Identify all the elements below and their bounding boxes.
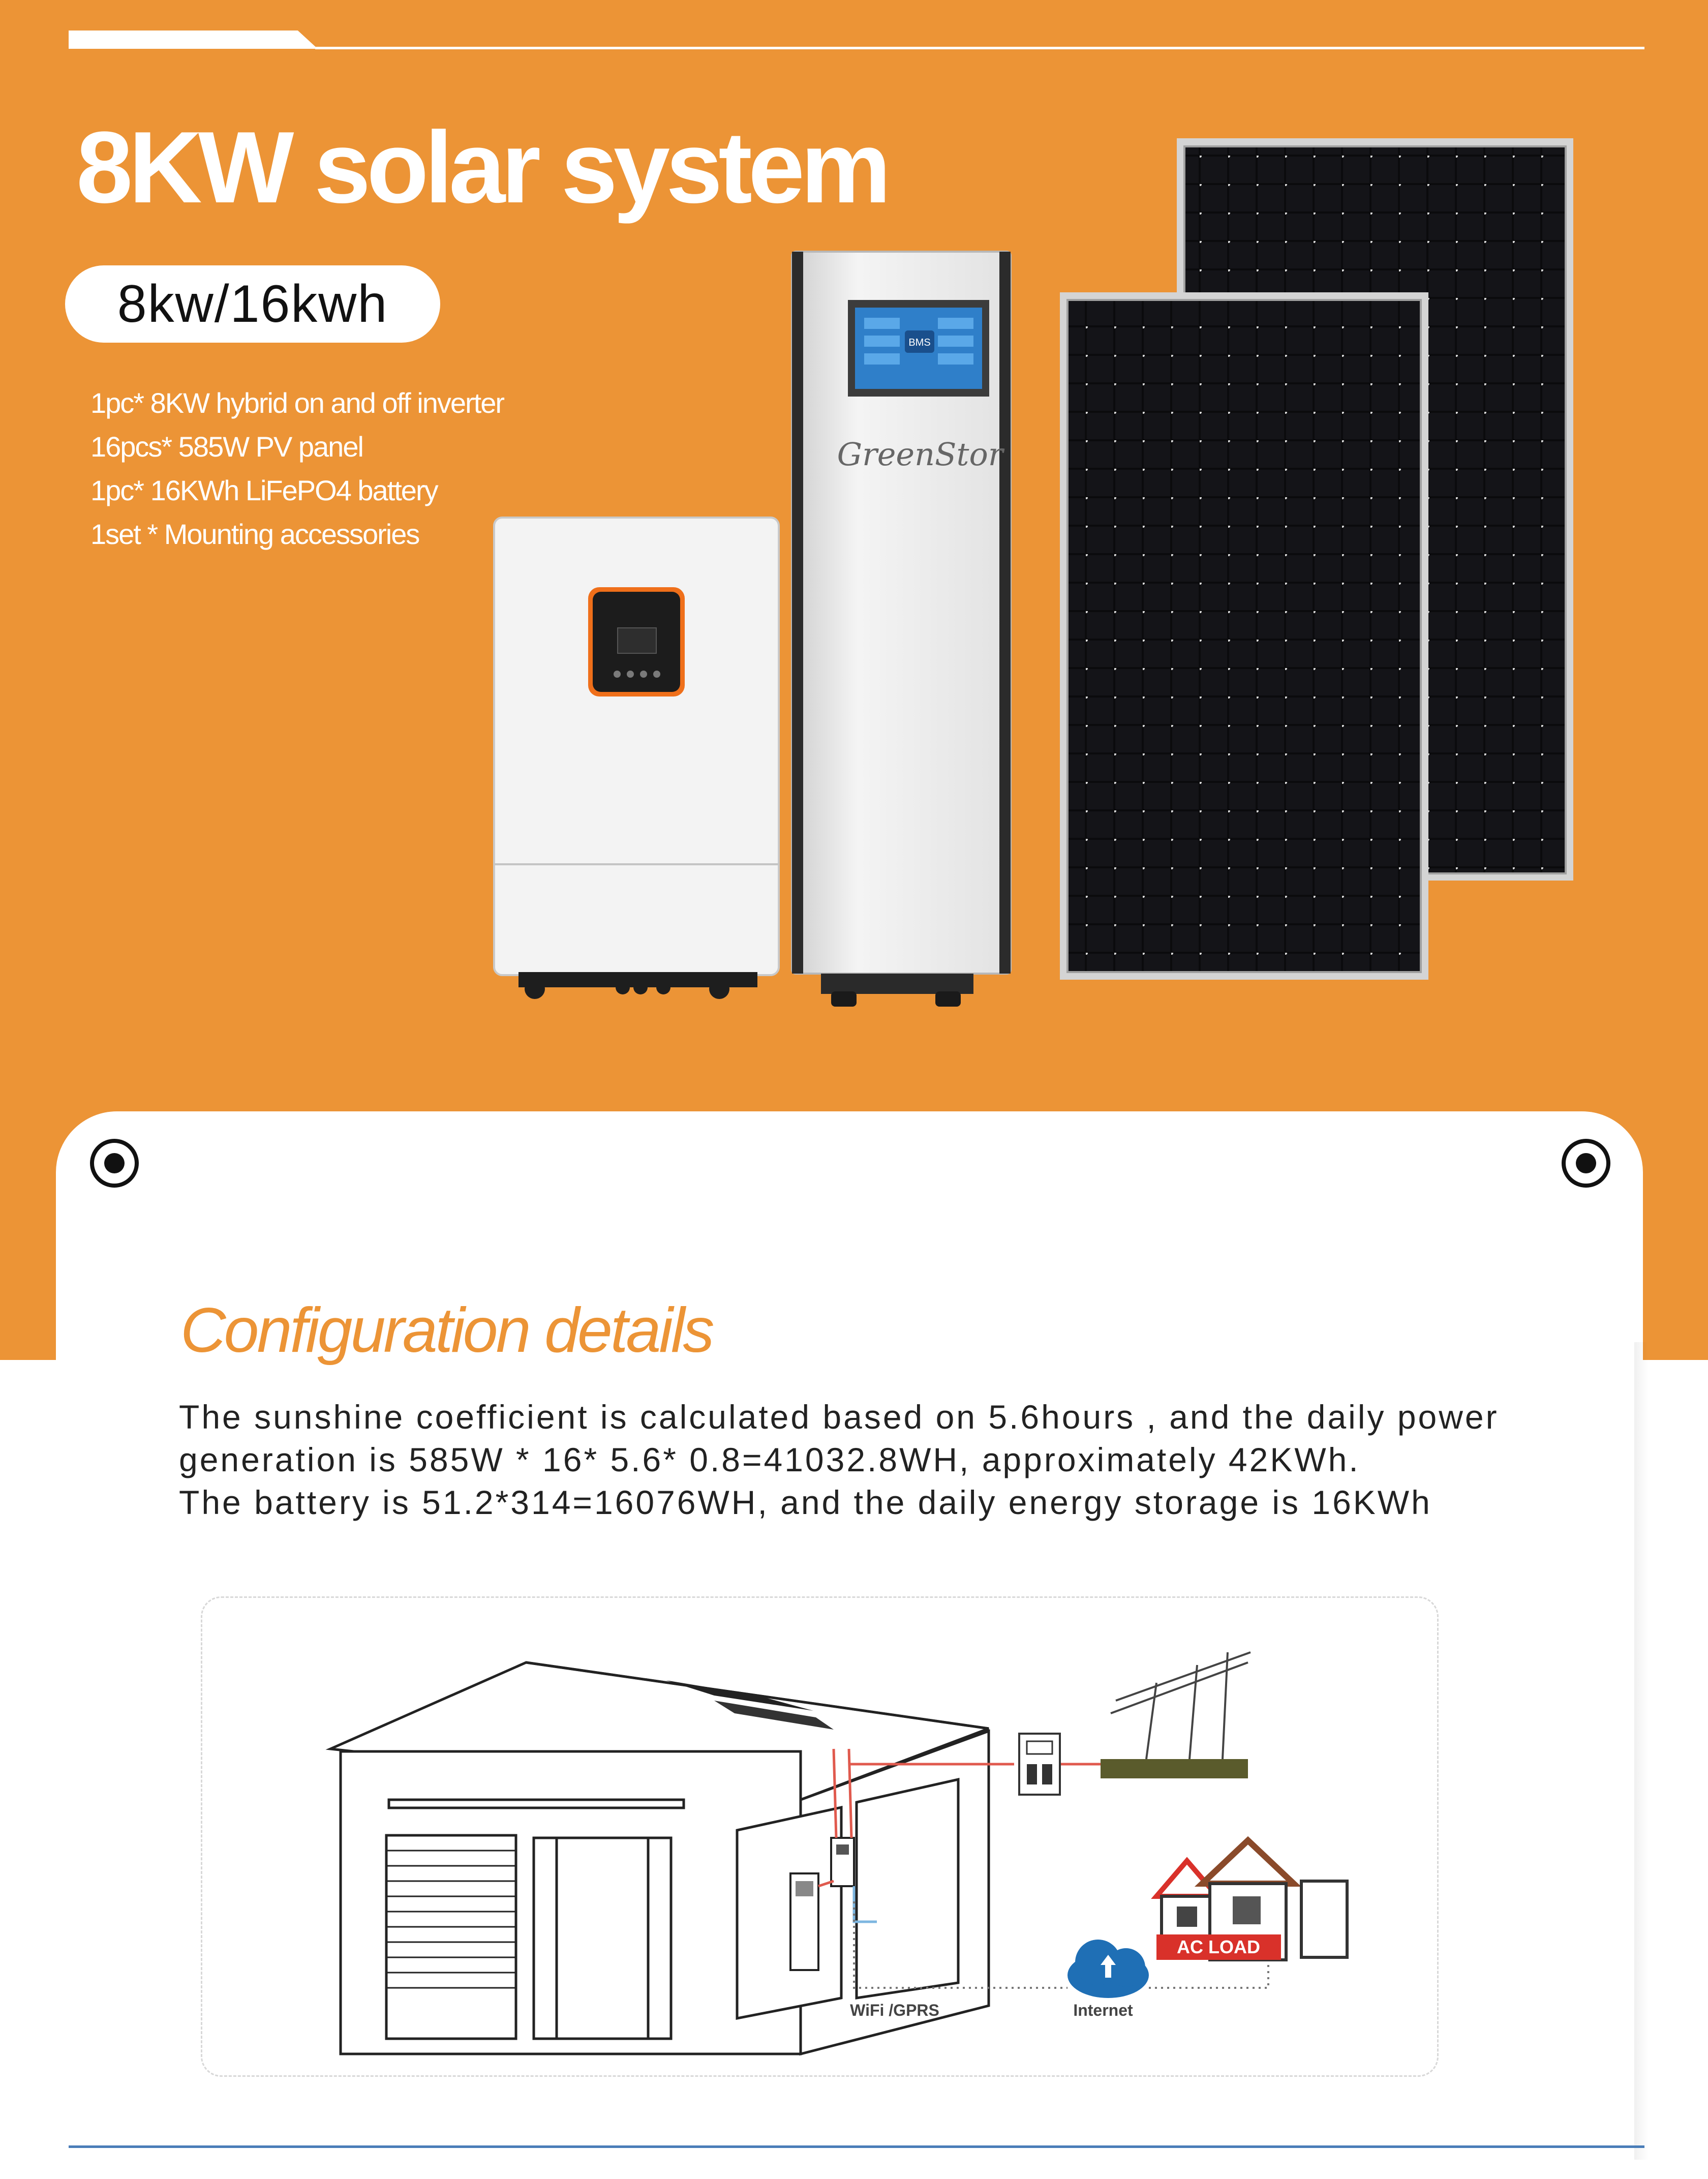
spec-list: [90, 381, 504, 556]
target-icon: [1561, 1138, 1611, 1189]
top-rule-line: [315, 47, 1644, 49]
svg-text:WiFi /GPRS: WiFi /GPRS: [850, 2001, 939, 2019]
config-line: generation is 585W * 16* 5.6* 0.8=41032.8WH, approximately 42KWh.: [179, 1441, 1360, 1478]
system-diagram: [201, 1596, 1439, 2077]
solar-panel-front: [1060, 292, 1428, 980]
ac-load-illustration: [1156, 1840, 1347, 1960]
config-title: Configuration details: [180, 1295, 713, 1366]
house-illustration: [330, 1662, 989, 2054]
config-description: [179, 1396, 1499, 1524]
spec-pill: 8kw/16kwh: [65, 265, 440, 343]
roof-solar-panel: [666, 1680, 834, 1730]
config-line: The battery is 51.2*314=16076WH, and the daily energy storage is 16KWh: [179, 1484, 1432, 1521]
meter-box: [1019, 1734, 1060, 1795]
spec-item-accessories: 1set * Mounting accessories: [90, 518, 419, 550]
product-image: [488, 127, 1581, 1032]
config-line: The sunshine coefficient is calculated based on 5.6hours , and the daily power: [179, 1398, 1499, 1436]
target-icon: [89, 1138, 140, 1189]
svg-text:GreenStor: GreenStor: [837, 436, 1003, 473]
svg-text:BMS: BMS: [908, 337, 931, 348]
battery-tower: [792, 252, 1011, 1007]
card-shadow: [1634, 1342, 1649, 2160]
hybrid-inverter: [494, 518, 779, 999]
page-title: 8KW solar system: [76, 111, 887, 224]
svg-text:AC LOAD: AC LOAD: [1177, 1936, 1260, 1957]
bottom-rule: [69, 2145, 1644, 2148]
spec-item-battery: 1pc* 16KWh LiFePO4 battery: [90, 474, 438, 506]
utility-grid: [1101, 1652, 1250, 1778]
spec-item-panel: 16pcs* 585W PV panel: [90, 431, 363, 463]
top-rule-accent: [69, 31, 318, 49]
svg-text:Internet: Internet: [1073, 2001, 1133, 2019]
spec-item-inverter: 1pc* 8KW hybrid on and off inverter: [90, 387, 504, 419]
cloud-upload-icon: [1068, 1940, 1149, 1998]
